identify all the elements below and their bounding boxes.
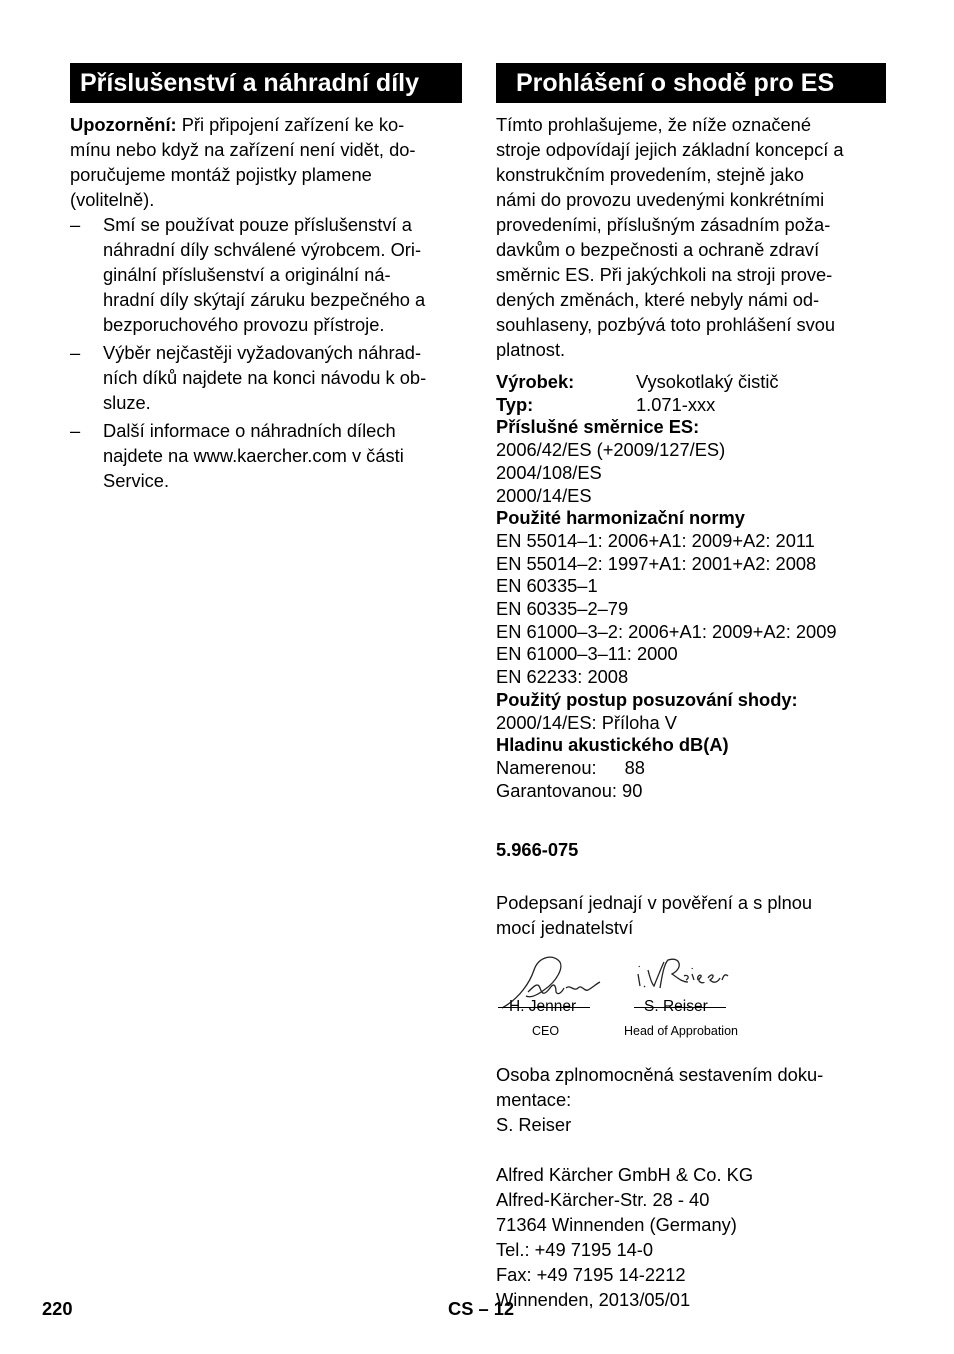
authorized-paragraph	[496, 1062, 886, 1137]
signature-block	[496, 950, 886, 1068]
intro-line: dených změnách, které nebyly námi od-	[496, 289, 820, 310]
measured-value: 88	[624, 756, 645, 778]
address-line: Fax: +49 7195 14-2212	[496, 1264, 686, 1286]
bullet-line: ních díků najdete na konci návodu k ob-	[103, 367, 427, 388]
norm-item: EN 60335–2–79	[496, 598, 629, 620]
type-value: 1.071-xxx	[636, 393, 716, 415]
note-line	[70, 112, 462, 137]
bullet-line: sluze.	[103, 392, 151, 413]
document-number: 5.966-075	[496, 839, 579, 861]
address-line: Winnenden, 2013/05/01	[496, 1289, 691, 1311]
note-text: Při připojení zařízení ke ko-	[176, 114, 405, 135]
bullet-line: Smí se používat pouze příslušenství a	[103, 214, 412, 235]
authorized-line: mentace:	[496, 1089, 572, 1111]
guaranteed-label: Garantovanou:	[496, 779, 617, 801]
declaration-intro	[496, 112, 886, 362]
page-number: 220	[42, 1298, 73, 1319]
intro-line: platnost.	[496, 339, 566, 360]
intro-line: stroje odpovídají jejich základní koncepcí a	[496, 139, 844, 160]
norm-item: EN 61000–3–11: 2000	[496, 643, 678, 665]
address-line: 71364 Winnenden (Germany)	[496, 1214, 737, 1236]
bullet-line: Výběr nejčastěji vyžadovaných náhrad-	[103, 342, 422, 363]
directives-label: Příslušné směrnice ES:	[496, 416, 700, 438]
type-label: Typ:	[496, 393, 534, 415]
norms-label: Použité harmonizační normy	[496, 507, 745, 529]
signed-line: mocí jednatelství	[496, 917, 634, 939]
norm-item: EN 55014–2: 1997+A1: 2001+A2: 2008	[496, 552, 817, 574]
product-label: Výrobek:	[496, 371, 575, 392]
product-row	[496, 371, 886, 394]
bullet-dash: –	[70, 420, 81, 441]
guaranteed-row	[496, 780, 886, 803]
product-value: Vysokotlaký čistič	[636, 371, 779, 392]
intro-line: směrnic ES. Při jakýchkoli na stroji prove-	[496, 264, 833, 285]
signatory-role: Head of Approbation	[624, 1024, 738, 1039]
intro-line: konstrukčním provedením, stejně jako	[496, 164, 804, 185]
address-line: Alfred-Kärcher-Str. 28 - 40	[496, 1189, 710, 1211]
note-paragraph	[70, 112, 462, 212]
norm-item: EN 60335–1	[496, 575, 598, 597]
bullet-line: náhradní díly schválené výrobcem. Ori-	[103, 239, 422, 260]
left-column	[70, 63, 462, 493]
bullet-item	[70, 340, 462, 415]
intro-line: námi do provozu uvedenými konkrétními	[496, 189, 825, 210]
note-line: mínu nebo když na zařízení není vidět, do-	[70, 139, 416, 160]
bullet-item	[70, 418, 462, 493]
directive-item: 2000/14/ES	[496, 484, 592, 506]
note-line: (volitelně).	[70, 189, 155, 210]
type-row	[496, 394, 886, 417]
declaration-heading: Prohlášení o shodě pro ES	[496, 63, 886, 103]
accessories-heading: Příslušenství a náhradní díly	[70, 63, 462, 103]
address-line: Tel.: +49 7195 14-0	[496, 1239, 654, 1261]
measured-row	[496, 757, 886, 780]
intro-line: souhlaseny, pozbývá toto prohlášení svou	[496, 314, 836, 335]
norm-item: EN 55014–1: 2006+A1: 2009+A2: 2011	[496, 529, 815, 551]
authorized-line: Osoba zplnomocněná sestavením doku-	[496, 1064, 824, 1086]
procedure-value: 2000/14/ES: Příloha V	[496, 711, 677, 733]
signed-paragraph	[496, 890, 886, 940]
norm-item: EN 61000–3–2: 2006+A1: 2009+A2: 2009	[496, 620, 837, 642]
intro-line: Tímto prohlašujeme, že níže označené	[496, 114, 812, 135]
directive-item: 2006/42/ES (+2009/127/ES)	[496, 439, 726, 461]
guaranteed-value: 90	[622, 779, 643, 801]
signatory-name: S. Reiser	[644, 998, 708, 1016]
bullet-line: ginální příslušenství a originální ná-	[103, 264, 391, 285]
procedure-label: Použitý postup posuzování shody:	[496, 688, 798, 710]
intro-line: provedeními, příslušným zásadním poža-	[496, 214, 831, 235]
address-block	[496, 1162, 886, 1312]
bullet-line: najdete na www.kaercher.com v části	[103, 445, 404, 466]
bullet-line: hradní díly skýtají záruku bezpečného a	[103, 289, 426, 310]
reiser-signature	[634, 956, 730, 996]
note-label: Upozornění:	[70, 114, 177, 135]
spec-block	[496, 371, 886, 802]
authorized-line: S. Reiser	[496, 1114, 572, 1136]
signatory-role: CEO	[532, 1024, 560, 1039]
bullet-dash: –	[70, 342, 81, 363]
bullet-line: bezporuchového provozu přístroje.	[103, 314, 385, 335]
norm-item: EN 62233: 2008	[496, 666, 629, 688]
signed-line: Podepsaní jednají v pověření a s plnou	[496, 892, 813, 914]
bullet-item	[70, 212, 462, 337]
bullet-line: Další informace o náhradních dílech	[103, 420, 396, 441]
right-column	[496, 63, 886, 1312]
note-line: poručujeme montáž pojistky plamene	[70, 164, 372, 185]
signatory-name: H. Jenner	[509, 998, 577, 1016]
directive-item: 2004/108/ES	[496, 461, 602, 483]
intro-line: davkům o bezpečnosti a ochraně zdraví	[496, 239, 820, 260]
address-line: Alfred Kärcher GmbH & Co. KG	[496, 1164, 754, 1186]
measured-label: Namerenou:	[496, 756, 597, 778]
bullet-dash: –	[70, 214, 81, 235]
section-label: CS – 12	[448, 1298, 515, 1319]
sound-label: Hladinu akustického dB(A)	[496, 734, 729, 756]
bullet-line: Service.	[103, 470, 170, 491]
